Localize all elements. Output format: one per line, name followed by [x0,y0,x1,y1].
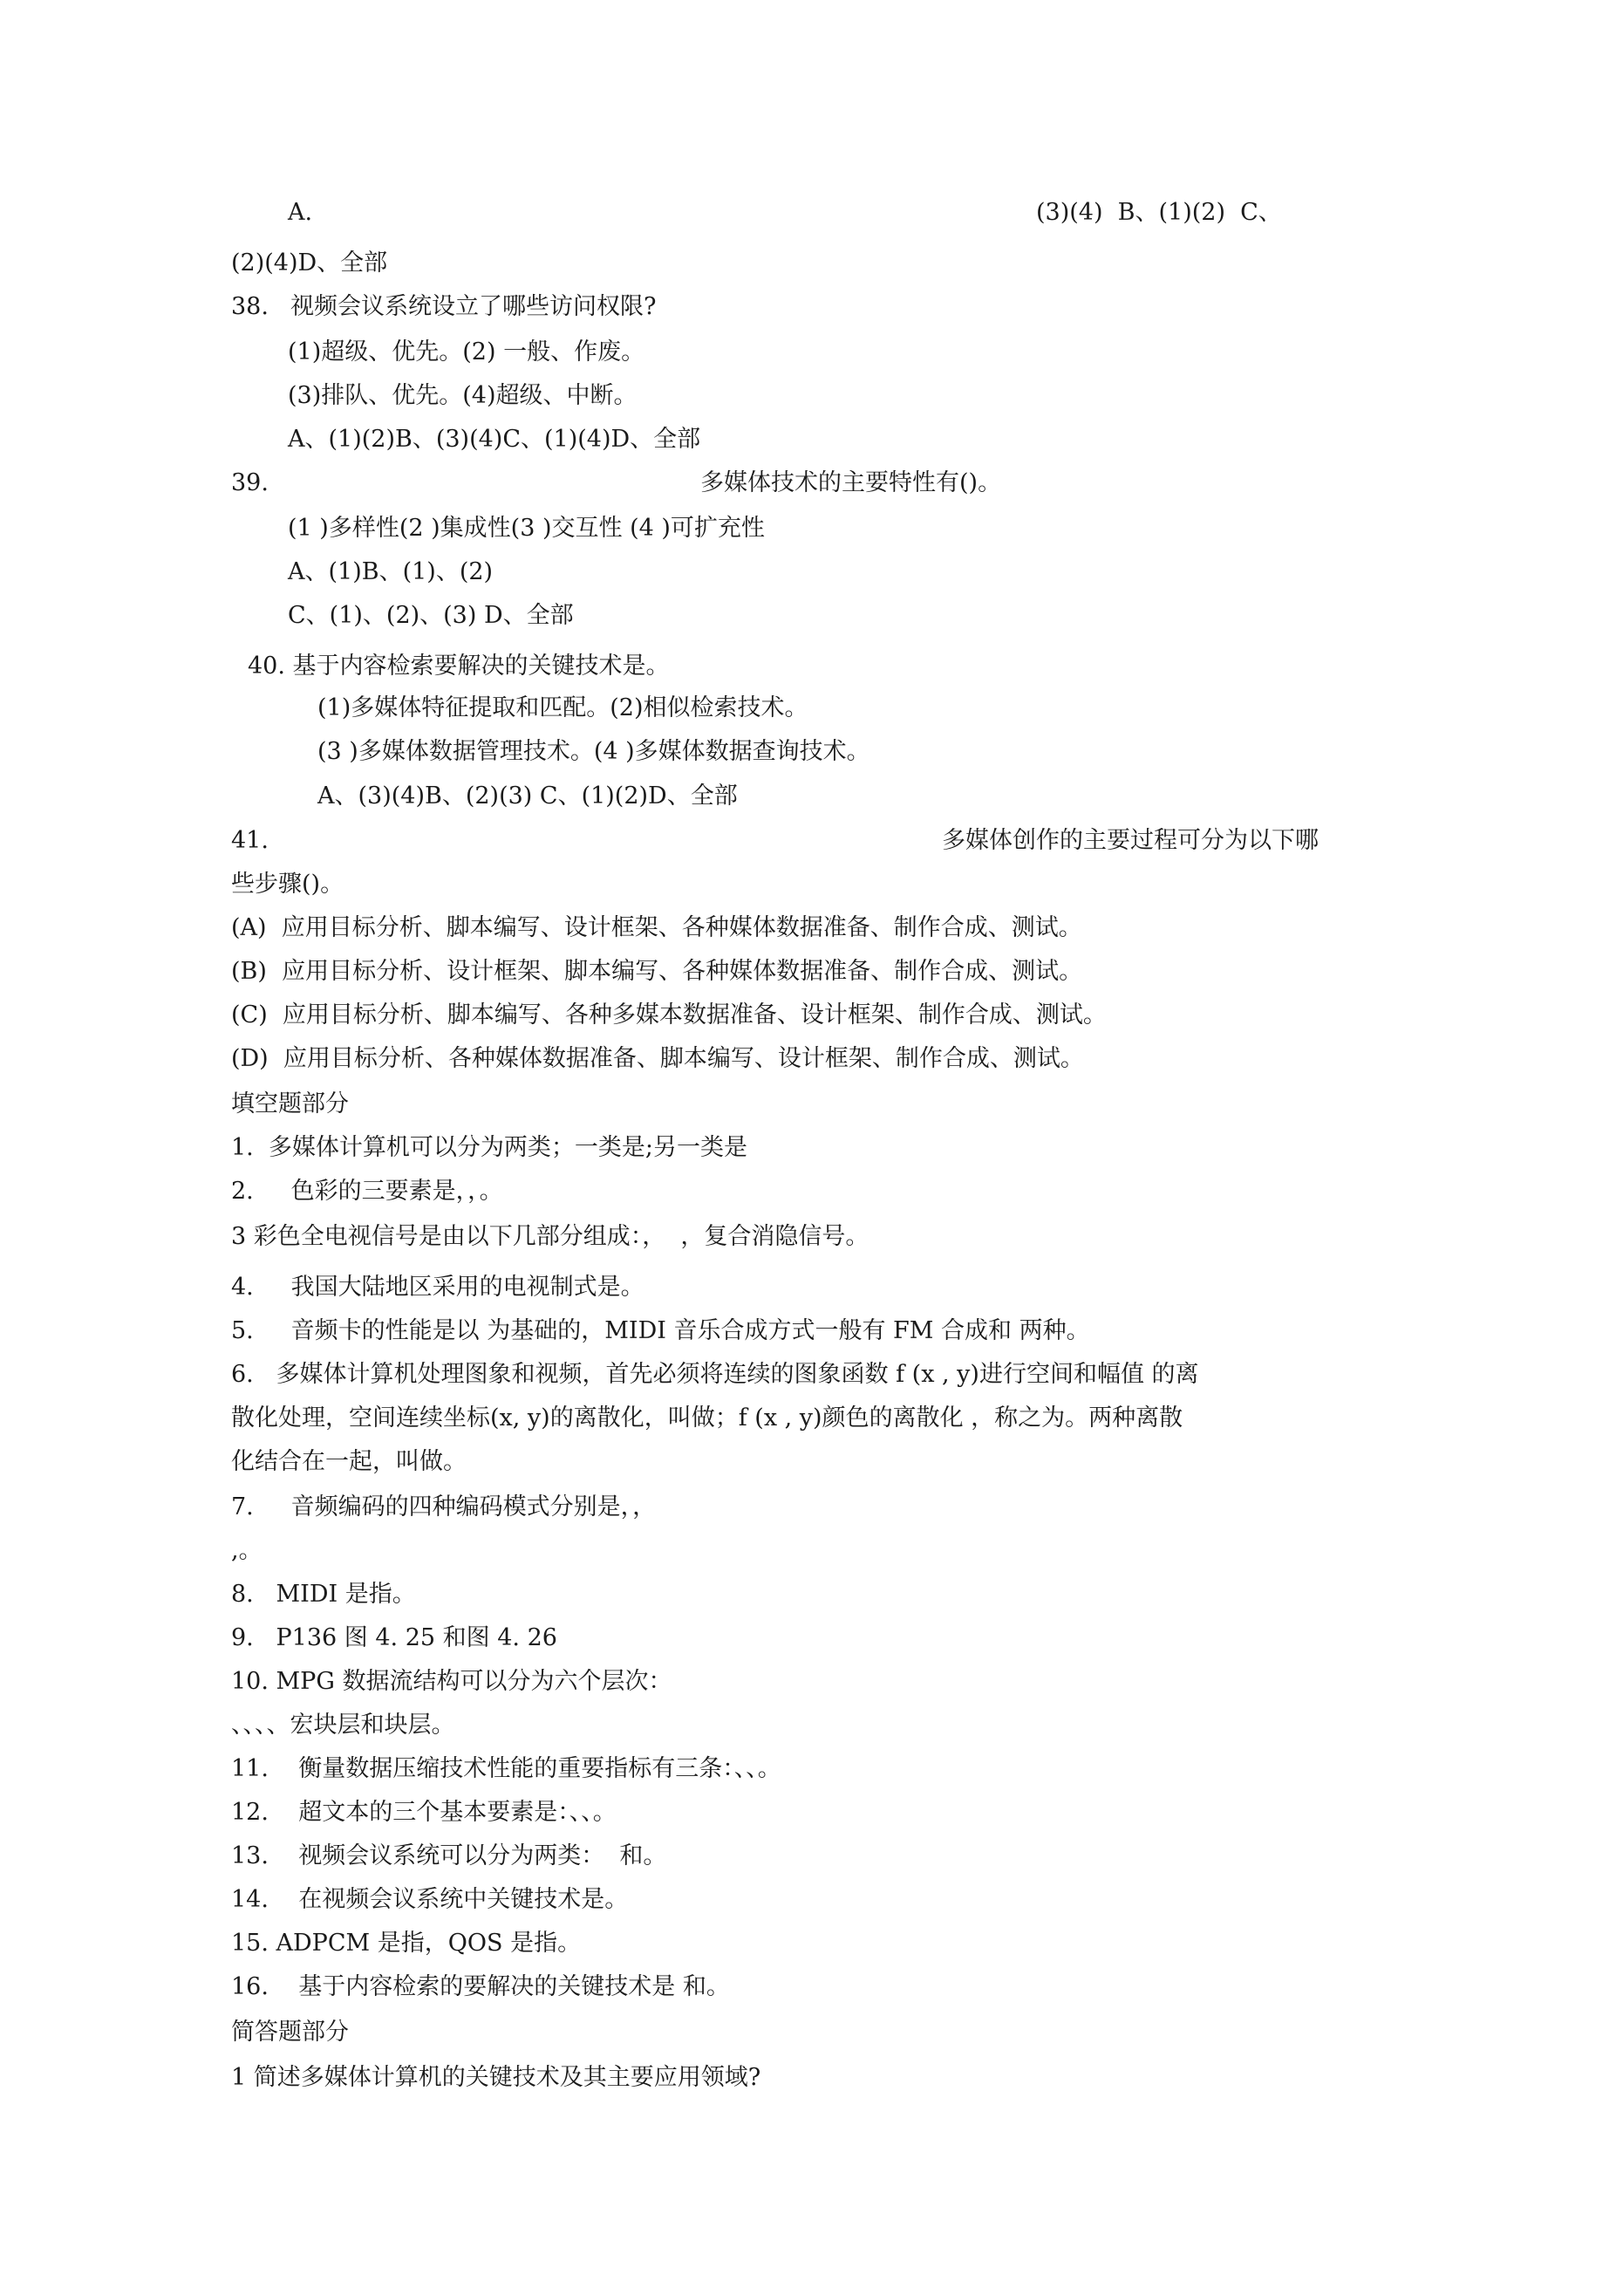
section-fill-in: 填空题部分 [231,1090,349,1117]
q40-item-2: (3 )多媒体数据管理技术。(4 )多媒体数据查询技术。 [317,738,870,765]
q41-option-a: (A) 应用目标分析、脚本编写、设计框架、各种媒体数据准备、制作合成、测试。 [231,914,1082,941]
fill-3: 3 彩色全电视信号是由以下几部分组成：， ，复合消隐信号。 [231,1223,869,1250]
fill-13: 13. 视频会议系统可以分为两类： 和。 [231,1842,667,1869]
q40-options: A、(3)(4)B、(2)(3) C、(1)(2)D、全部 [317,782,738,810]
fill-4: 4. 我国大陆地区采用的电视制式是。 [231,1274,644,1301]
q39-items: (1 )多样性(2 )集成性(3 )交互性 (4 )可扩充性 [288,515,765,542]
fill-10: 10. MPG 数据流结构可以分为六个层次： [231,1668,672,1695]
q39-options-2: C、(1)、(2)、(3) D、全部 [288,602,574,629]
q40-stem: 40. 基于内容检索要解决的关键技术是。 [248,653,670,680]
fill-16: 16. 基于内容检索的要解决的关键技术是 和。 [231,1973,730,2000]
fill-15: 15. ADPCM 是指，QOS 是指。 [231,1930,582,1957]
fill-6-line-3: 化结合在一起，叫做。 [231,1448,467,1475]
fill-7: 7. 音频编码的四种编码模式分别是，， [231,1493,657,1520]
fill-10-cont: 、、、、宏块层和块层。 [231,1712,455,1739]
fill-1: 1. 多媒体计算机可以分为两类；一类是;另一类是 [231,1134,748,1161]
q39-stem: 多媒体技术的主要特性有()。 [700,469,1002,496]
q38-item-2: (3)排队、优先。(4)超级、中断。 [288,382,638,409]
fill-14: 14. 在视频会议系统中关键技术是。 [231,1886,629,1913]
q38-options: A、(1)(2)B、(3)(4)C、(1)(4)D、全部 [288,426,701,453]
fill-7-cont: ,。 [231,1537,263,1564]
q37-options-c: (2)(4)D、全部 [231,249,388,277]
q39-options-1: A、(1)B、(1)、(2) [288,558,494,585]
fill-6-line-2: 散化处理，空间连续坐标(x, y)的离散化，叫做；f (x , y)颜色的离散化 ，称之为。两种离散 [231,1404,1183,1432]
fill-8: 8. MIDI 是指。 [231,1581,416,1608]
q38-stem: 视频会议系统设立了哪些访问权限? [290,293,657,320]
q37-options-b: (3)(4) B、(1)(2) C、 [1036,199,1282,226]
fill-2: 2. 色彩的三要素是，，。 [231,1178,503,1205]
q41-option-d: (D) 应用目标分析、各种媒体数据准备、脚本编写、设计框架、制作合成、测试。 [231,1045,1084,1072]
q41-stem-cont: 些步骤()。 [231,871,344,898]
q41-stem: 多媒体创作的主要过程可分为以下哪 [942,827,1319,854]
q41-option-c: (C) 应用目标分析、脚本编写、各种多媒本数据准备、设计框架、制作合成、测试。 [231,1001,1107,1028]
q38-item-1: (1)超级、优先。(2) 一般、作废。 [288,338,645,366]
q37-options-a: A. [288,199,313,226]
fill-12: 12. 超文本的三个基本要素是：、、。 [231,1799,617,1826]
q41-number: 41. [231,827,269,854]
short-1: 1 简述多媒体计算机的关键技术及其主要应用领域? [231,2064,761,2091]
fill-9: 9. P136 图 4. 25 和图 4. 26 [231,1624,557,1651]
fill-11: 11. 衡量数据压缩技术性能的重要指标有三条：、、。 [231,1755,781,1782]
q38-number: 38. [231,293,269,320]
q41-option-b: (B) 应用目标分析、设计框架、脚本编写、各种媒体数据准备、制作合成、测试。 [231,958,1083,985]
fill-6-line-1: 6. 多媒体计算机处理图象和视频，首先必须将连续的图象函数 f (x , y)进行空间和幅值 的离 [231,1361,1199,1388]
q40-item-1: (1)多媒体特征提取和匹配。(2)相似检索技术。 [317,694,808,721]
section-short-answer: 简答题部分 [231,2019,349,2046]
q39-number: 39. [231,469,269,496]
fill-5: 5. 音频卡的性能是以 为基础的，MIDI 音乐合成方式一般有 FM 合成和 两种。 [231,1317,1090,1344]
